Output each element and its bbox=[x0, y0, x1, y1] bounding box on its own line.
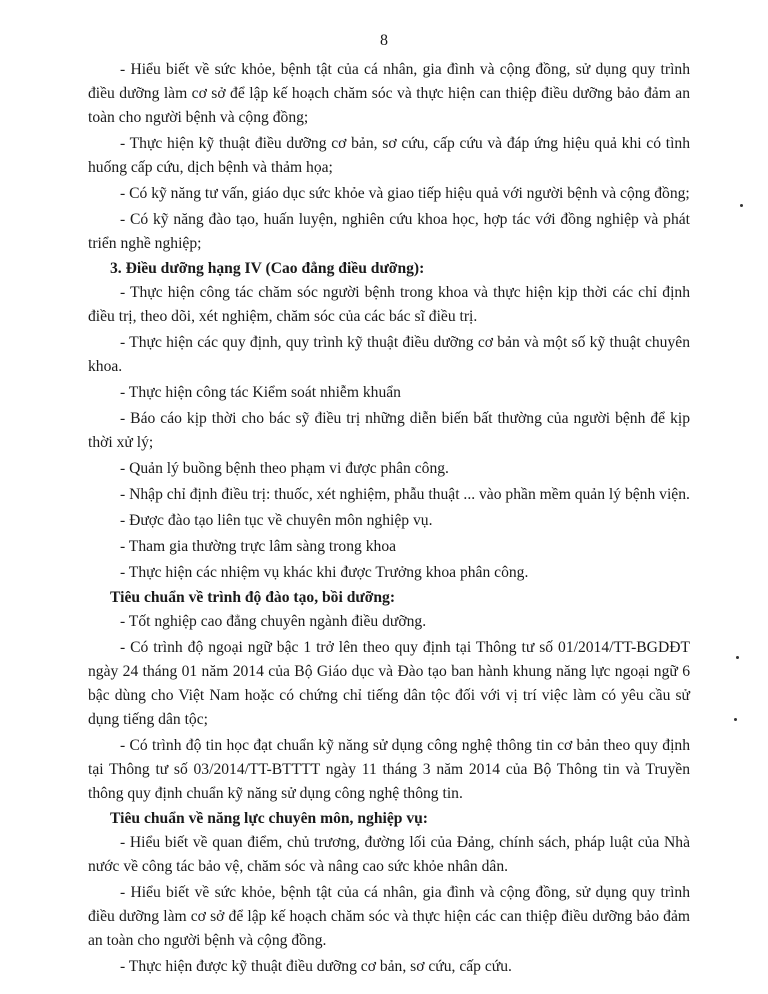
scan-speck bbox=[740, 204, 743, 207]
paragraph: - Quản lý buồng bệnh theo phạm vi được phân công. bbox=[120, 460, 449, 477]
section-heading: 3. Điều dưỡng hạng IV (Cao đẳng điều dưỡng): bbox=[110, 260, 425, 277]
paragraph: - Hiểu biết về quan điểm, chủ trương, đường lối của Đảng, chính sách, pháp luật của Nhà nước về công tác bảo vệ, chăm sóc và nâng cao sức khỏe nhân dân. bbox=[88, 834, 690, 875]
paragraph: - Có kỹ năng đào tạo, huấn luyện, nghiên cứu khoa học, hợp tác với đồng nghiệp và phát triển nghề nghiệp; bbox=[88, 211, 690, 252]
scan-speck bbox=[734, 718, 737, 721]
paragraph: - Báo cáo kịp thời cho bác sỹ điều trị những diễn biến bất thường của người bệnh để kịp thời xử lý; bbox=[88, 410, 690, 451]
paragraph: - Thực hiện công tác Kiểm soát nhiễm khuẩn bbox=[120, 384, 401, 401]
paragraph: - Có trình độ tin học đạt chuẩn kỹ năng sử dụng công nghệ thông tin cơ bản theo quy định tại Thông tư số 03/2014/TT-BTTTT ngày 11 tháng 3 năm 2014 của Bộ Thông tin và Truyền thông quy định chuẩn kỹ năng sử dụng công nghệ thông tin. bbox=[88, 737, 690, 802]
document-body bbox=[88, 58, 690, 979]
paragraph: - Hiểu biết về sức khỏe, bệnh tật của cá nhân, gia đình và cộng đồng, sử dụng quy trình điều dưỡng làm cơ sở để lập kế hoạch chăm sóc và thực hiện các can thiệp điều dưỡng bảo đảm an toàn cho người bệnh và cộng đồng. bbox=[88, 884, 690, 949]
paragraph: - Thực hiện công tác chăm sóc người bệnh trong khoa và thực hiện kịp thời các chỉ định điều trị, theo dõi, xét nghiệm, chăm sóc của các bác sĩ điều trị. bbox=[88, 284, 690, 325]
paragraph: - Thực hiện các quy định, quy trình kỹ thuật điều dưỡng cơ bản và một số kỹ thuật chuyên khoa. bbox=[88, 334, 690, 375]
paragraph: - Hiểu biết về sức khỏe, bệnh tật của cá nhân, gia đình và cộng đồng, sử dụng quy trình điều dưỡng làm cơ sở để lập kế hoạch chăm sóc và thực hiện can thiệp điều dưỡng bảo đảm an toàn cho người bệnh và cộng đồng; bbox=[88, 61, 690, 126]
subsection-heading: Tiêu chuẩn về trình độ đào tạo, bồi dưỡng: bbox=[110, 589, 396, 606]
paragraph: - Thực hiện kỹ thuật điều dưỡng cơ bản, sơ cứu, cấp cứu và đáp ứng hiệu quả khi có tình huống cấp cứu, dịch bệnh và thảm họa; bbox=[88, 135, 690, 176]
paragraph: - Tham gia thường trực lâm sàng trong khoa bbox=[120, 538, 397, 555]
paragraph: - Nhập chỉ định điều trị: thuốc, xét nghiệm, phẫu thuật ... vào phần mềm quản lý bệnh viện. bbox=[120, 486, 690, 503]
scan-speck bbox=[736, 656, 739, 659]
paragraph: - Có kỹ năng tư vấn, giáo dục sức khỏe và giao tiếp hiệu quả với người bệnh và cộng đồng; bbox=[120, 185, 690, 202]
paragraph: - Được đào tạo liên tục về chuyên môn nghiệp vụ. bbox=[120, 512, 433, 529]
page-number: 8 bbox=[380, 32, 388, 49]
paragraph: - Thực hiện các nhiệm vụ khác khi được Trưởng khoa phân công. bbox=[120, 564, 529, 581]
paragraph: - Thực hiện được kỹ thuật điều dưỡng cơ bản, sơ cứu, cấp cứu. bbox=[120, 958, 512, 975]
paragraph: - Tốt nghiệp cao đẳng chuyên ngành điều dưỡng. bbox=[120, 613, 427, 630]
paragraph: - Có trình độ ngoại ngữ bậc 1 trở lên theo quy định tại Thông tư số 01/2014/TT-BGDĐT ngày 24 tháng 01 năm 2014 của Bộ Giáo dục và Đào tạo ban hành khung năng lực ngoại ngữ 6 bậc dùng cho Việt Nam hoặc có chứng chỉ tiếng dân tộc đối với vị trí việc làm có yêu cầu sử dụng tiếng dân tộc; bbox=[88, 639, 690, 728]
subsection-heading: Tiêu chuẩn về năng lực chuyên môn, nghiệp vụ: bbox=[110, 810, 428, 827]
